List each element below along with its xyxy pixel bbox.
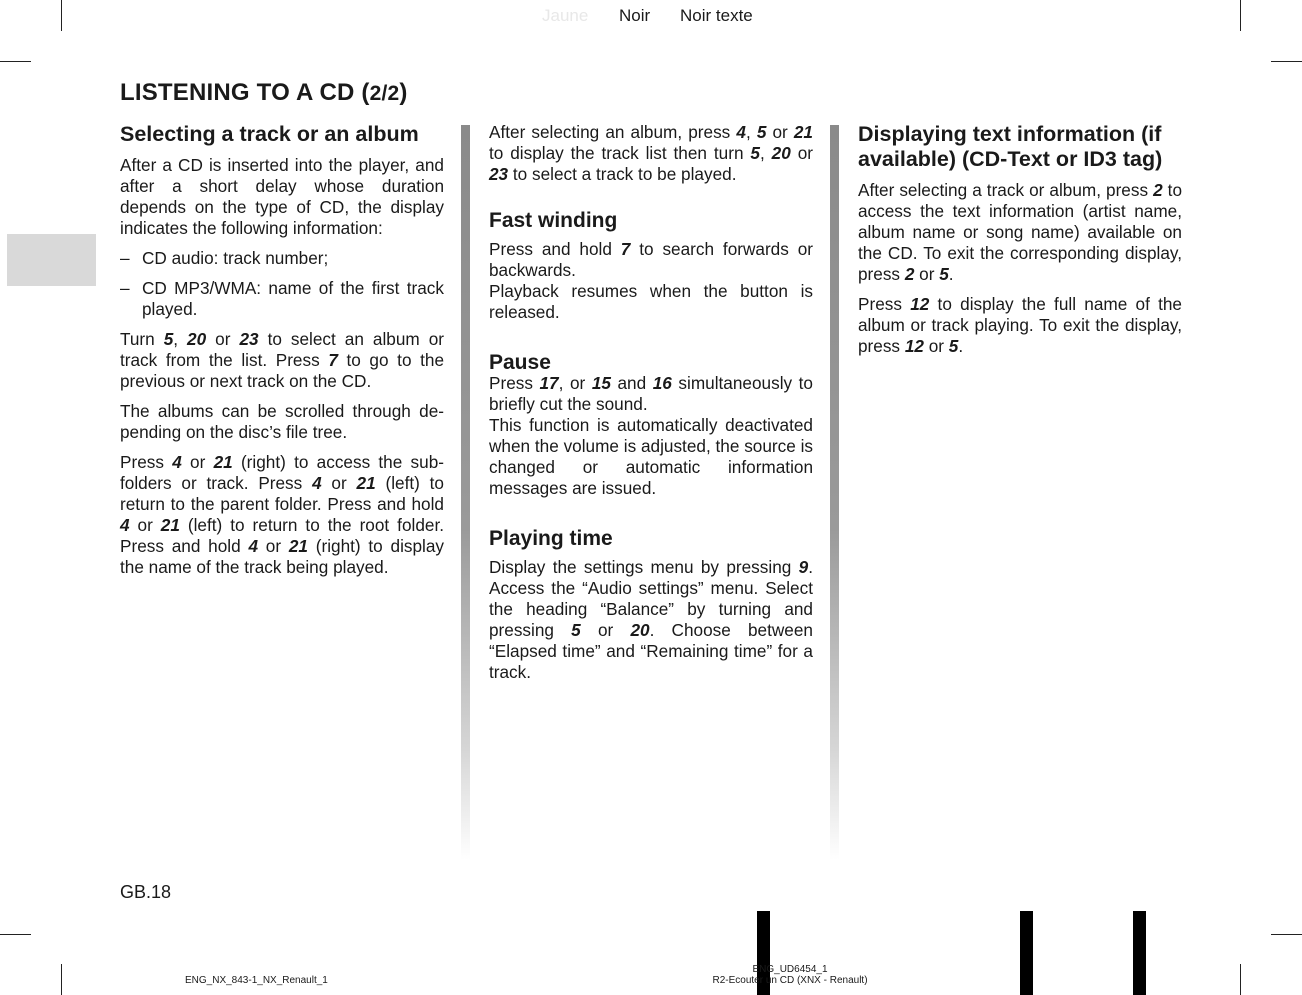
section-heading: Selecting a track or an album — [120, 122, 419, 146]
paragraph: After a CD is inserted into the player, and after a short delay whose duration depends on the type of CD, the display indicates the following information: — [120, 155, 444, 238]
footer-reference-code: ENG_UD6454_1 — [752, 964, 828, 975]
registration-bar — [1020, 911, 1033, 995]
paragraph: Playback resumes when the button is released. — [489, 281, 813, 322]
section-heading: Displaying text information (if available) (CD-Text or ID3 tag) — [858, 122, 1163, 171]
paragraph: Press 17, or 15 and 16 simultaneously to briefly cut the sound. — [489, 373, 813, 414]
footer-reference-title: R2-Ecouter un CD (XNX - Renault) — [712, 975, 868, 986]
page-title: LISTENING TO A CD (2/2) — [120, 79, 408, 106]
section-heading: Fast winding — [489, 209, 618, 232]
list-item: – CD MP3/WMA: name of the first track played. — [120, 278, 444, 319]
crop-mark — [61, 964, 62, 995]
crop-mark — [1240, 964, 1241, 995]
paragraph: After selecting a track or album, press 2 to access the text information (artist name, album name or song name) available on the CD. To exit the corresponding display, press 2 or 5. — [858, 180, 1183, 284]
paragraph: Press 12 to display the full name of the album or track playing. To exit the display, press 12 or 5. — [858, 294, 1182, 356]
color-label-black: Noir — [619, 6, 651, 25]
crop-mark — [1271, 934, 1302, 935]
paragraph: Display the settings menu by pressing 9. Access the “Audio settings” menu. Select the heading “Balance” by turning and pressing 5 or 20. Choose between “Elapsed time” and “Remaining time” for a track. — [489, 557, 813, 682]
color-separation-labels — [0, 6, 1302, 28]
column-1 — [120, 122, 444, 587]
paragraph: This function is automatically deactivated when the volume is adjusted, the source is changed or automatic information messages are issued. — [489, 415, 813, 498]
paragraph: Turn 5, 20 or 23 to select an album or track from the list. Press 7 to go to the previous or next track on the CD. — [120, 329, 445, 391]
footer-reference — [700, 964, 880, 986]
paragraph: The albums can be scrolled through depending on the disc’s file tree. — [120, 401, 444, 442]
list-item: – CD audio: track number; — [120, 248, 329, 268]
color-label-yellow: Jaune — [542, 6, 589, 25]
paragraph: Press 4 or 21 (right) to access the sub-folders or track. Press 4 or 21 (left) to return to the parent folder. Press and hold 4 or 21 (left) to return to the root folder. Press and hold 4 or 21 (right) to display the name of the track being played. — [120, 452, 445, 577]
info-list — [120, 248, 444, 320]
section-heading: Playing time — [489, 527, 613, 550]
paragraph: After selecting an album, press 4, 5 or 21 to display the track list then turn 5, 20 or 23 to select a track to be played. — [489, 122, 813, 184]
color-label-black-text: Noir texte — [680, 6, 753, 25]
crop-mark — [1271, 61, 1302, 62]
footer-document-code: ENG_NX_843-1_NX_Renault_1 — [185, 975, 328, 986]
registration-bar — [1133, 911, 1146, 995]
crop-mark — [0, 934, 31, 935]
paragraph: Press and hold 7 to search forwards or backwards. — [489, 239, 814, 280]
column-3 — [858, 122, 1182, 366]
page-number: GB.18 — [120, 882, 172, 902]
column-rule — [461, 125, 470, 860]
section-heading: Pause — [489, 351, 551, 374]
column-rule — [830, 125, 839, 860]
column-2 — [489, 122, 813, 692]
section-tab — [7, 234, 96, 286]
crop-mark — [0, 61, 31, 62]
